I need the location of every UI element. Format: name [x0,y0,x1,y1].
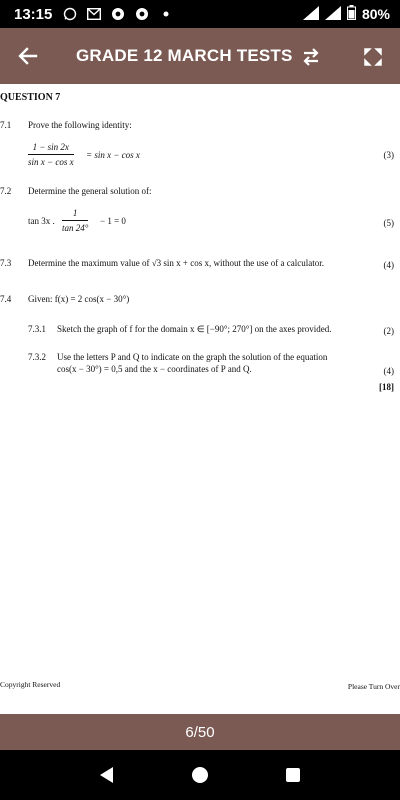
footer-turn-over: Please Turn Over [347,682,400,691]
q73-text: Determine the maximum value of √3 sin x + cos x, without the use of a calculator. [28,258,324,268]
arrow-left-icon [18,46,38,66]
q72-rhs: − 1 = 0 [100,216,126,226]
q71-numerator: 1 − sin 2x [32,142,69,152]
whatsapp-icon [62,6,78,22]
document-page[interactable] [0,84,400,714]
fullscreen-icon [364,48,382,66]
q74-number: 7.4 [0,294,12,304]
q72-lhs: tan 3x . [28,216,55,226]
swap-arrows-icon [302,47,320,67]
q73-marks: (4) [383,260,394,270]
square-recents-icon [285,767,301,783]
battery-percent: 80% [361,6,390,22]
q71-text: Prove the following identity: [28,120,132,130]
status-bar [0,0,400,28]
q73-number: 7.3 [0,258,12,268]
q72-numerator: 1 [72,208,78,218]
gmail-icon [86,6,102,22]
nav-recents-button[interactable] [273,755,313,795]
q74-sub1-number: 7.3.1 [28,324,46,334]
question-total: [18] [379,382,394,392]
fullscreen-button[interactable] [358,42,388,72]
fraction-bar [28,154,74,155]
q74-sub2-number: 7.3.2 [28,352,46,362]
q72-number: 7.2 [0,186,12,196]
app-bar [0,28,400,84]
fraction-bar [62,220,88,221]
status-right [303,5,390,23]
app-title: GRADE 12 MARCH TESTS [76,46,293,65]
q72-denominator: tan 24° [62,223,89,233]
chrome-icon [110,6,126,22]
q72-text: Determine the general solution of: [28,186,152,196]
q72-fraction [62,208,88,233]
dot-icon [158,6,174,22]
status-time: 13:15 [14,5,53,23]
q74-sub2-line1: Use the letters P and Q to indicate on the graph the solution of the equation [57,352,328,362]
back-button[interactable] [0,28,56,84]
q74-sub2-line2: cos(x − 30°) = 0,5 and the x − coordinates of P and Q. [57,364,252,374]
triangle-back-icon [98,766,116,784]
nav-back-button[interactable] [87,755,127,795]
page-indicator-bar [0,714,400,750]
system-nav-bar [0,750,400,800]
q71-denominator: sin x − cos x [28,157,74,167]
page-indicator: 6/50 [185,723,215,741]
nav-home-button[interactable] [180,755,220,795]
q74-sub2-marks: (4) [383,366,394,376]
notification-icons [62,6,174,22]
swap-button[interactable] [296,42,326,72]
q71-marks: (3) [383,150,394,160]
q74-text: Given: f(x) = 2 cos(x − 30°) [28,294,130,304]
q71-fraction [28,142,74,167]
q71-number: 7.1 [0,120,12,130]
battery-icon [347,5,356,23]
q71-rhs: = sin x − cos x [86,150,140,160]
q74-sub1-marks: (2) [383,326,394,336]
chrome-icon [134,6,150,22]
circle-home-icon [191,766,209,784]
question-heading: QUESTION 7 [0,92,61,103]
q74-sub1-text: Sketch the graph of f for the domain x ∈ [−90°; 270°] on the axes provided. [57,324,332,334]
q72-marks: (5) [383,218,394,228]
wifi-icon [303,6,319,23]
footer-copyright: Copyright Reserved [0,680,61,689]
signal-icon [325,6,341,23]
